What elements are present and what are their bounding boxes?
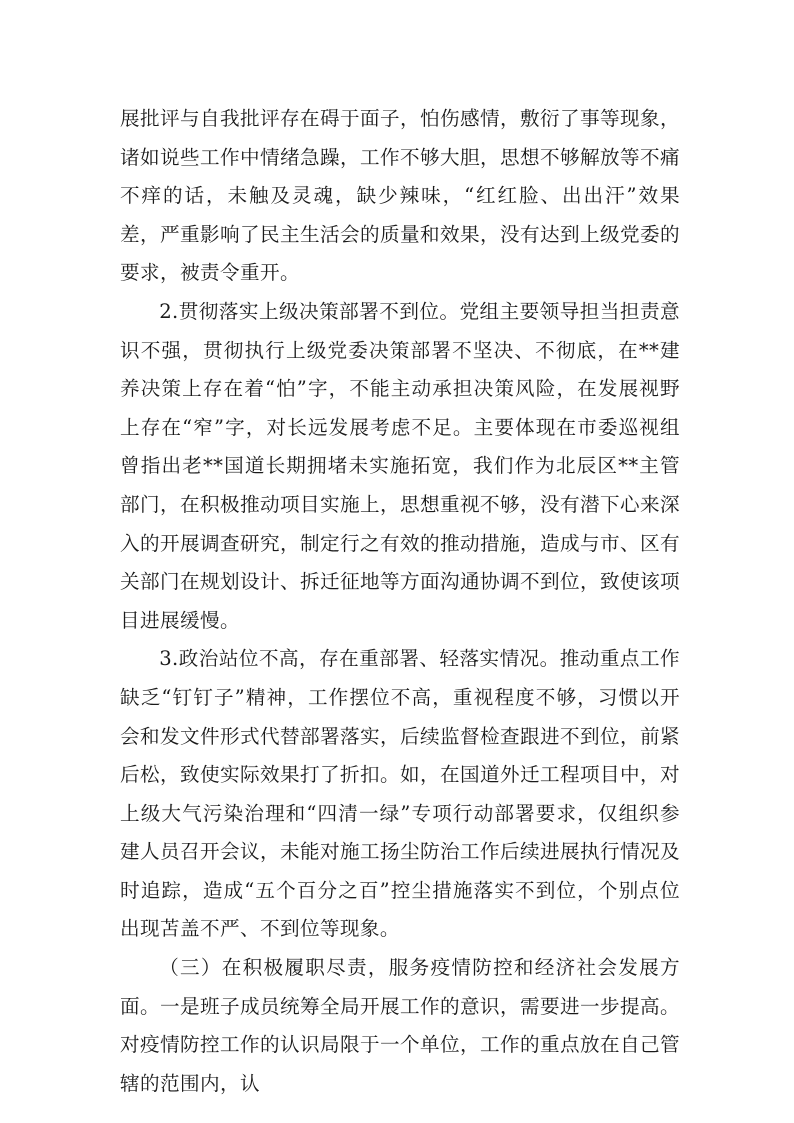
paragraph-item-3-political-stance: 3.政治站位不高，存在重部署、轻落实情况。推动重点工作缺乏“钉钉子”精神，工作摆位不高，重视程度不够，习惯以开会和发文件形式代替部署落实，后续监督检查跟进不到位，前紧后松，致使实际效果打了折扣。如，在国道外迁工程项目中，对上级大气污染治理和“四清一绿”专项行动部署要求，仅组织参建人员召开会议，未能对施工扬尘防治工作后续进展执行情况及时追踪，造成“五个百分之百”控尘措施落实不到位，个别点位出现苫盖不严、不到位等现象。 (120, 647, 680, 941)
paragraph-criticism-continued: 展批评与自我批评存在碍于面子，怕伤感情，敷衍了事等现象，诸如说些工作中情绪急躁，工作不够大胆，思想不够解放等不痛不痒的话，未触及灵魂，缺少辣味，“红红脸、出出汗”效果差，严重影响了民主生活会的质量和效果，没有达到上级党委的要求，被责令重开。 (120, 107, 680, 285)
paragraph-item-2-decision-implementation: 2.贯彻落实上级决策部署不到位。党组主要领导担当担责意识不强，贯彻执行上级党委决策部署不坚决、不彻底，在**建养决策上存在着“怕”字，不能主动承担决策风险，在发展视野上存在“窄”字，对长远发展考虑不足。主要体现在市委巡视组曾指出老**国道长期拥堵未实施拓宽，我们作为北辰区**主管部门，在积极推动项目实施上，思想重视不够，没有潜下心来深入的开展调查研究，制定行之有效的推动措施，造成与市、区有关部门在规划设计、拆迁征地等方面沟通协调不到位，致使该项目进展缓慢。 (120, 299, 680, 632)
paragraph-section-3-duty-performance: （三）在积极履职尽责，服务疫情防控和经济社会发展方面。一是班子成员统筹全局开展工作的意识，需要进一步提高。对疫情防控工作的认识局限于一个单位，工作的重点放在自己管辖的范围内，认 (120, 956, 680, 1095)
document-body (120, 100, 680, 1103)
